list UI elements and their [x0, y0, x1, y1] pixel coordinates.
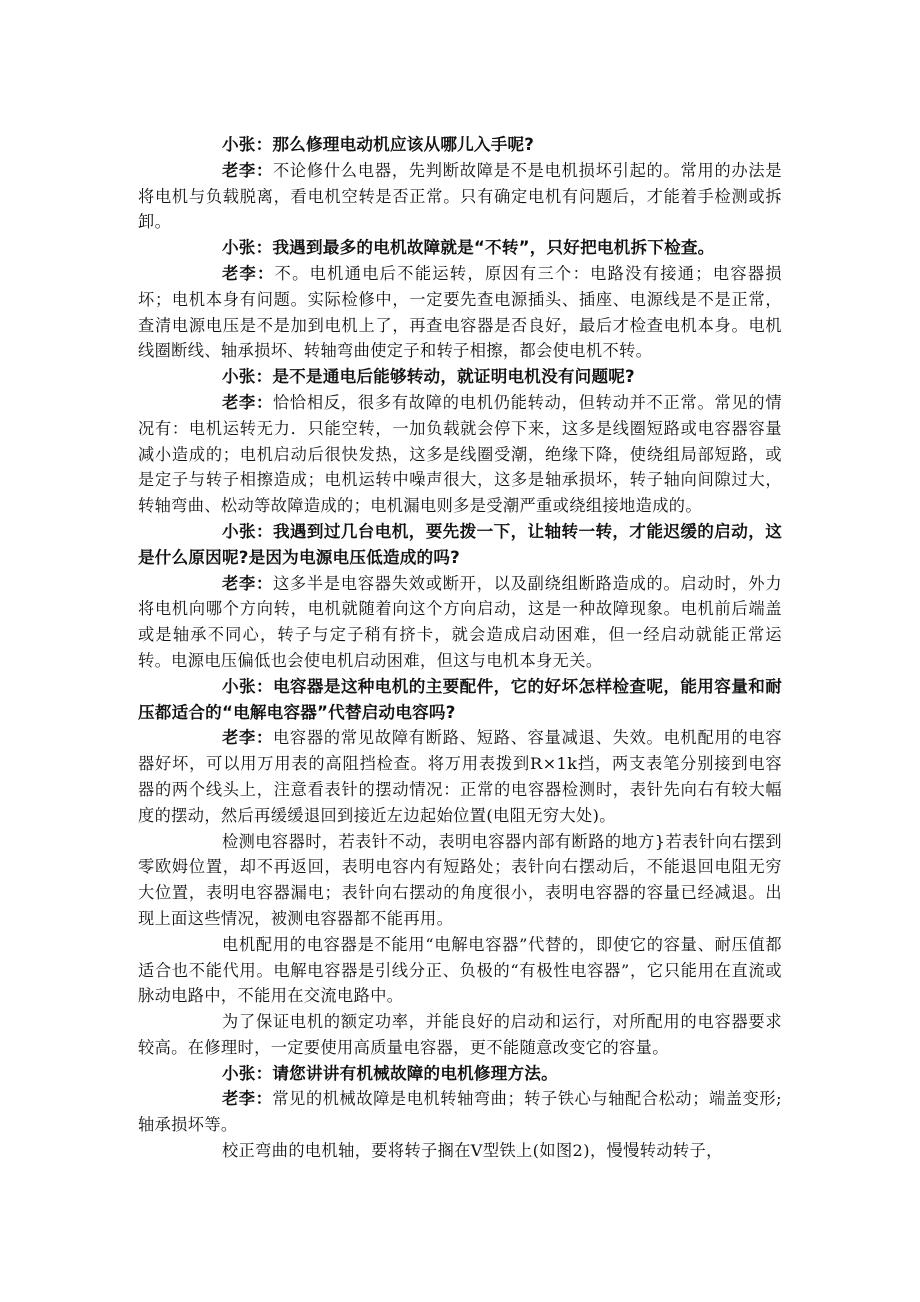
paragraph-text: 电容器是这种电机的主要配件，它的好坏怎样检查呢，能用容量和耐压都适合的“电解电容器”代替启动电容吗?	[138, 676, 783, 722]
paragraph-text: 电容器的常见故障有断路、短路、容量减退、失效。电机配用的电容器好坏，可以用万用表的高阻挡检查。将万用表拨到R×1k挡，两支表笔分别接到电容器的两个线头上，注意看表针的摆动情况：正常的电容器检测时，表针先向右有较大幅度的摆动，然后再缓缓退回到接近左边起始位置(电阻无穷大处)。	[138, 728, 783, 825]
paragraph-text: 我遇到过几台电机，要先拨一下，让轴转一转，才能迟缓的启动，这是什么原因呢?是因为电源电压低造成的吗?	[138, 521, 783, 567]
speaker-label: 小张：	[222, 135, 273, 154]
speaker-label: 老李：	[222, 728, 273, 748]
question-paragraph	[138, 674, 782, 726]
speaker-label: 老李：	[222, 392, 273, 412]
answer-paragraph	[138, 1086, 782, 1138]
paragraph-text: 为了保证电机的额定功率，并能良好的启动和运行，对所配用的电容器要求较高。在修理时，一定要使用高质量电容器，更不能随意改变它的容量。	[138, 1012, 782, 1057]
paragraph-text: 检测电容器时，若表针不动，表明电容器内部有断路的地方}若表针向右摆到零欧姆位置，却不再返回，表明电容内有短路处；表针向右摆动后，不能退回电阻无穷大位置，表明电容器漏电；表针向右摆动的角度很小，表明电容器的容量已经减退。出现上面这些情况，被测电容器都不能再用。	[138, 831, 782, 928]
question-paragraph	[138, 364, 782, 390]
answer-paragraph	[138, 725, 782, 828]
question-paragraph	[138, 1061, 782, 1087]
body-paragraph	[138, 1138, 782, 1164]
paragraph-text: 请您讲讲有机械故障的电机修理方法。	[272, 1063, 558, 1083]
speaker-label: 小张：	[222, 367, 273, 387]
paragraph-text: 是不是通电后能够转动，就证明电机没有问题呢?	[272, 367, 635, 387]
body-paragraph	[138, 829, 782, 932]
paragraph-text: 不。电机通电后不能运转，原因有三个：电路没有接通；电容器损坏；电机本身有问题。实际检修中，一定要先查电源插头、插座、电源线是不是正常，查清电源电压是不是加到电机上了，再查电容器是否良好，最后才检查电机本身。电机线圈断线、轴承损坏、转轴弯曲使定子和转子相擦，都会使电机不转。	[138, 263, 782, 361]
answer-paragraph	[138, 158, 782, 235]
answer-paragraph	[138, 390, 782, 519]
answer-paragraph	[138, 571, 782, 674]
speaker-label: 小张：	[222, 238, 273, 258]
question-paragraph	[138, 235, 782, 261]
paragraph-text: 这多半是电容器失效或断开，以及副绕组断路造成的。启动时，外力将电机向哪个方向转，电机就随着向这个方向启动，这是一种故障现象。电机前后端盖或是轴承不同心，转子与定子稍有挤卡，就会造成启动困难，但一经启动就能正常运转。电源电压偏低也会使电机启动困难，但这与电机本身无关。	[138, 573, 783, 670]
speaker-label: 老李：	[222, 1089, 273, 1109]
question-paragraph	[138, 519, 782, 571]
dialogue-body	[138, 132, 782, 1164]
speaker-label: 老李：	[222, 263, 275, 283]
speaker-label: 小张：	[222, 521, 273, 541]
speaker-label: 老李：	[222, 573, 273, 593]
question-paragraph	[138, 132, 782, 158]
answer-paragraph	[138, 261, 782, 364]
body-paragraph	[138, 932, 782, 1009]
paragraph-text: 不论修什么电器，先判断故障是不是电机损坏引起的。常用的办法是将电机与负载脱离，看电机空转是否正常。只有确定电机有问题后，才能着手检测或拆卸。	[138, 160, 783, 232]
paragraph-text: 电机配用的电容器是不能用“电解电容器”代替的，即使它的容量、耐压值都适合也不能代用。电解电容器是引线分正、负极的“有极性电容器”，它只能用在直流或脉动电路中，不能用在交流电路中。	[138, 934, 782, 1006]
paragraph-text: 我遇到最多的电机故障就是“不转”，只好把电机拆下检查。	[272, 238, 715, 258]
body-paragraph	[138, 1009, 782, 1061]
speaker-label: 小张：	[222, 676, 273, 696]
speaker-label: 小张：	[222, 1063, 273, 1083]
paragraph-text: 那么修理电动机应该从哪儿入手呢?	[272, 135, 535, 154]
paragraph-text: 恰恰相反，很多有故障的电机仍能转动，但转动并不正常。常见的情况有：电机运转无力．只能空转，一加负载就会停下来，这多是线圈短路或电容器容量减小造成的；电机启动后很快发热，这多是线圈受潮，绝缘下降，使绕组局部短路，或是定子与转子相擦造成；电机运转中噪声很大，这多是轴承损坏，转子轴向间隙过大，转轴弯曲、松动等故障造成的；电机漏电则多是受潮严重或绕组接地造成的。	[138, 392, 783, 516]
paragraph-text: 常见的机械故障是电机转轴弯曲；转子铁心与轴配合松动；端盖变形;轴承损坏等。	[138, 1089, 783, 1135]
paragraph-text: 校正弯曲的电机轴，要将转子搁在V型铁上(如图2)，慢慢转动转子，	[222, 1141, 723, 1161]
speaker-label: 老李：	[222, 160, 273, 180]
